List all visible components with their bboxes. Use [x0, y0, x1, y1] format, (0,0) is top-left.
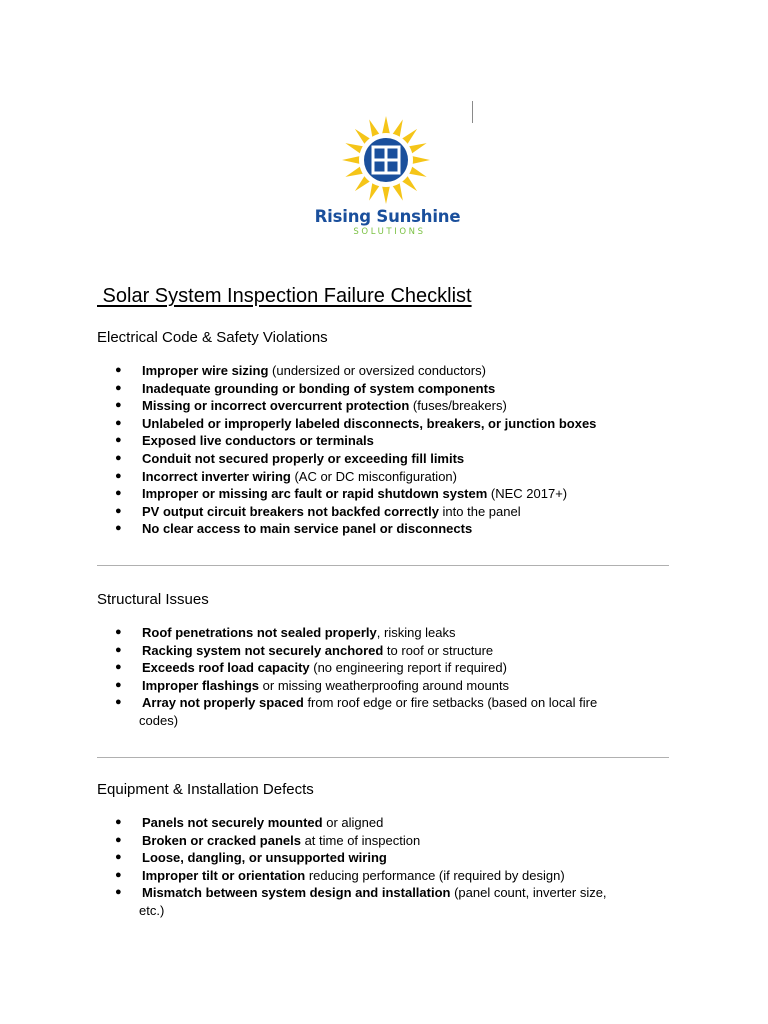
- bullet-icon: ●: [115, 364, 122, 376]
- item-emphasis: Inadequate grounding or bonding of system components: [142, 380, 496, 396]
- item-detail: (NEC 2017+): [487, 486, 568, 502]
- item-emphasis: Loose, dangling, or unsupported wiring: [142, 850, 387, 866]
- section-structural: [97, 590, 669, 730]
- bullet-icon: ●: [115, 434, 122, 447]
- checklist-item: [97, 520, 669, 538]
- bullet-icon: ●: [115, 661, 122, 674]
- bullet-icon: ●: [115, 504, 122, 517]
- checklist-item: [97, 468, 669, 486]
- checklist-item: [97, 867, 669, 885]
- item-emphasis: Exposed live conductors or terminals: [142, 433, 374, 449]
- section-equipment: [97, 780, 669, 920]
- bullet-icon: ●: [115, 886, 122, 899]
- checklist-item: [97, 397, 669, 415]
- section-heading: Electrical Code & Safety Violations: [97, 329, 328, 346]
- item-detail: (panel count, inverter size,: [450, 885, 607, 901]
- document-title: Solar System Inspection Failure Checklist: [97, 285, 472, 307]
- checklist: [97, 624, 669, 730]
- item-emphasis: Panels not securely mounted: [142, 815, 323, 830]
- item-emphasis: Roof penetrations not sealed properly: [142, 625, 377, 640]
- text-cursor: [472, 101, 473, 123]
- item-detail: (AC or DC misconfiguration): [290, 468, 457, 484]
- checklist: [97, 814, 669, 920]
- checklist-item: [97, 503, 669, 521]
- sun-panel-icon: [338, 114, 434, 206]
- checklist-item: [97, 362, 669, 380]
- item-emphasis: Missing or incorrect overcurrent protection: [142, 398, 410, 414]
- item-emphasis: Unlabeled or improperly labeled disconnects, breakers, or junction boxes: [142, 415, 597, 431]
- item-emphasis: Incorrect inverter wiring: [142, 468, 291, 484]
- item-detail: into the panel: [438, 503, 521, 519]
- item-detail: , risking leaks: [376, 625, 456, 640]
- bullet-icon: ●: [115, 696, 122, 709]
- section-divider: [97, 757, 669, 758]
- sun-ray: [342, 156, 361, 164]
- bullet-icon: ●: [115, 487, 122, 500]
- bullet-icon: ●: [115, 833, 122, 846]
- checklist-item: [97, 415, 669, 433]
- brand-name: Rising Sunshine: [314, 207, 461, 226]
- bullet-icon: ●: [115, 522, 122, 535]
- item-emphasis: Array not properly spaced: [142, 695, 304, 711]
- bullet-icon: ●: [115, 381, 122, 394]
- item-detail: at time of inspection: [300, 832, 421, 848]
- checklist-item: [97, 624, 669, 642]
- item-emphasis: Improper flashings: [142, 677, 260, 693]
- item-detail: to roof or structure: [383, 642, 494, 658]
- item-emphasis: Improper wire sizing: [142, 363, 269, 378]
- brand-tagline: SOLUTIONS: [353, 227, 426, 237]
- item-emphasis: PV output circuit breakers not backfed correctly: [142, 503, 439, 519]
- item-emphasis: Improper tilt or orientation: [142, 867, 306, 883]
- bullet-icon: ●: [115, 851, 122, 864]
- item-detail: from roof edge or fire setbacks (based on local fire: [303, 695, 598, 711]
- item-detail-continued: etc.): [139, 902, 165, 918]
- bullet-icon: ●: [115, 643, 122, 656]
- section-heading: Structural Issues: [97, 591, 209, 608]
- bullet-icon: ●: [115, 451, 122, 464]
- checklist-item: [97, 642, 669, 660]
- section-divider: [97, 565, 669, 566]
- checklist-item: [97, 677, 669, 695]
- item-detail: (undersized or oversized conductors): [268, 363, 486, 378]
- bullet-icon: ●: [115, 626, 122, 638]
- bullet-icon: ●: [115, 469, 122, 482]
- item-emphasis: Racking system not securely anchored: [142, 642, 384, 658]
- bullet-icon: ●: [115, 868, 122, 881]
- checklist-item: [97, 694, 669, 729]
- item-emphasis: Mismatch between system design and installation: [142, 885, 451, 901]
- checklist-item: [97, 450, 669, 468]
- item-emphasis: No clear access to main service panel or disconnects: [142, 521, 473, 537]
- item-emphasis: Exceeds roof load capacity: [142, 660, 310, 676]
- checklist: [97, 362, 669, 538]
- brand-logo: [300, 100, 475, 250]
- item-emphasis: Improper or missing arc fault or rapid shutdown system: [142, 486, 488, 502]
- bullet-icon: ●: [115, 416, 122, 429]
- item-detail: (fuses/breakers): [409, 398, 507, 414]
- checklist-item: [97, 849, 669, 867]
- checklist-item: [97, 485, 669, 503]
- bullet-icon: ●: [115, 678, 122, 691]
- section-electrical: [97, 328, 669, 538]
- item-detail: or missing weatherproofing around mounts: [259, 677, 510, 693]
- sun-ray: [411, 156, 430, 164]
- item-detail-continued: codes): [139, 712, 179, 728]
- section-heading: Equipment & Installation Defects: [97, 781, 314, 798]
- sun-ray: [382, 116, 390, 135]
- item-emphasis: Broken or cracked panels: [142, 832, 301, 848]
- item-detail: or aligned: [322, 815, 384, 830]
- item-emphasis: Conduit not secured properly or exceeding fill limits: [142, 450, 465, 466]
- bullet-icon: ●: [115, 399, 122, 412]
- checklist-item: [97, 432, 669, 450]
- item-detail: reducing performance (if required by design): [305, 867, 565, 883]
- checklist-item: [97, 814, 669, 832]
- checklist-item: [97, 659, 669, 677]
- checklist-item: [97, 884, 669, 919]
- sun-ray: [382, 185, 390, 204]
- bullet-icon: ●: [115, 816, 122, 828]
- checklist-item: [97, 380, 669, 398]
- item-detail: (no engineering report if required): [309, 660, 507, 676]
- checklist-item: [97, 832, 669, 850]
